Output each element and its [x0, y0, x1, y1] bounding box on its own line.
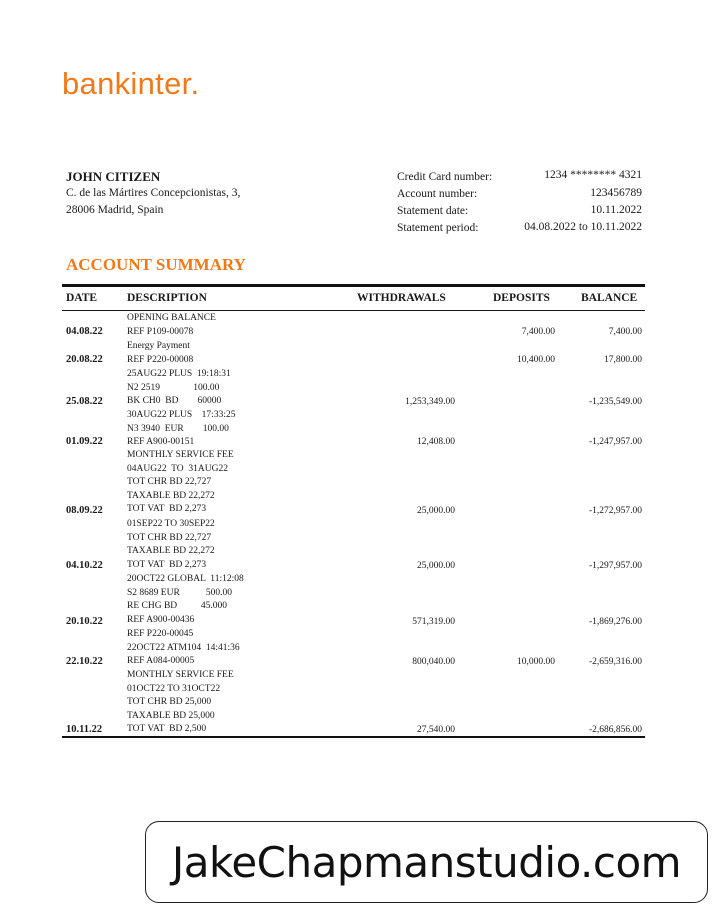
statement-date-label: Statement date:	[397, 205, 469, 217]
row-date: 20.08.22	[66, 354, 103, 365]
row-date: 10.11.22	[66, 724, 103, 735]
header-withdrawals: WITHDRAWALS	[357, 292, 446, 304]
row-description-line: N2 2519 100.00	[127, 382, 220, 393]
row-withdrawal: 25,000.00	[417, 561, 455, 571]
credit-card-value: 1234 ******** 4321	[544, 169, 642, 181]
row-withdrawal: 1,253,349.00	[405, 397, 455, 407]
customer-name: JOHN CITIZEN	[66, 169, 161, 184]
row-description-line: N3 3940 EUR 100.00	[127, 423, 229, 434]
row-description-line: OPENING BALANCE	[127, 313, 216, 323]
row-balance: -1,235,549.00	[588, 397, 642, 407]
row-deposit: 10,400.00	[517, 355, 555, 365]
row-description-line: TAXABLE BD 22,272	[127, 490, 215, 501]
row-description-line: MONTHLY SERVICE FEE	[127, 670, 234, 680]
row-description-line: REF A084-00005	[127, 656, 195, 667]
account-number-value: 123456789	[590, 187, 642, 199]
row-balance: -1,247,957.00	[588, 437, 642, 447]
row-description-line: 01OCT22 TO 31OCT22	[127, 683, 221, 694]
row-description-line: Energy Payment	[127, 341, 190, 351]
row-withdrawal: 571,319.00	[412, 617, 455, 627]
bank-logo: bankinter.	[62, 66, 200, 101]
row-withdrawal: 12,408.00	[417, 437, 455, 447]
row-description-line: TOT VAT BD 2,273	[127, 504, 207, 515]
statement-date-value: 10.11.2022	[590, 204, 642, 216]
row-description-line: RE CHG BD 45.000	[127, 601, 228, 612]
row-description-line: TAXABLE BD 25,000	[127, 710, 215, 721]
row-description-line: BK CH0 BD 60000	[127, 396, 222, 407]
row-balance: -1,297,957.00	[588, 561, 642, 571]
row-withdrawal: 27,540.00	[417, 725, 455, 735]
row-description-line: 20OCT22 GLOBAL 11:12:08	[127, 574, 244, 584]
row-balance: 17,800.00	[604, 355, 642, 365]
row-description-line: TOT CHR BD 22,727	[127, 477, 212, 488]
row-date: 04.08.22	[66, 326, 103, 337]
row-date: 01.09.22	[66, 436, 103, 447]
table-top-rule	[62, 284, 645, 287]
row-description-line: 25AUG22 PLUS 19:18:31	[127, 369, 231, 379]
row-date: 08.09.22	[66, 505, 103, 516]
header-date: DATE	[66, 292, 98, 304]
row-date: 04.10.22	[66, 560, 103, 571]
row-date: 22.10.22	[66, 656, 103, 667]
row-description-line: TAXABLE BD 22,272	[127, 546, 215, 557]
row-description-line: REF A900-00436	[127, 614, 195, 625]
table-header-rule	[62, 310, 645, 311]
row-balance: 7,400.00	[608, 327, 642, 337]
row-description-line: TOT CHR BD 22,727	[127, 532, 212, 543]
row-description-line: 04AUG22 TO 31AUG22	[127, 463, 228, 474]
row-description-line: TOT VAT BD 2,500	[127, 724, 207, 735]
row-description-line: 01SEP22 TO 30SEP22	[127, 519, 215, 529]
row-description-line: TOT VAT BD 2,273	[127, 559, 207, 570]
statement-period-label: Statement period:	[397, 222, 479, 234]
row-date: 20.10.22	[66, 616, 103, 627]
row-withdrawal: 25,000.00	[417, 506, 455, 516]
credit-card-label: Credit Card number:	[397, 171, 493, 183]
row-date: 25.08.22	[66, 396, 103, 407]
watermark-text: JakeChapmanstudio.com	[171, 837, 682, 887]
statement-period-value: 04.08.2022 to 10.11.2022	[524, 221, 642, 233]
row-balance: -2,659,316.00	[588, 657, 642, 667]
row-balance: -2,686,856.00	[588, 725, 642, 735]
row-balance: -1,272,957.00	[588, 506, 642, 516]
row-description-line: 30AUG22 PLUS 17:33:25	[127, 410, 236, 420]
row-description-line: REF P220-00045	[127, 629, 194, 639]
account-number-label: Account number:	[397, 188, 478, 200]
row-description-line: REF A900-00151	[127, 437, 195, 448]
header-balance: BALANCE	[581, 292, 638, 304]
customer-address-line2: 28006 Madrid, Spain	[66, 204, 164, 216]
customer-address-line1: C. de las Mártires Concepcionistas, 3,	[66, 187, 241, 199]
row-withdrawal: 800,040.00	[412, 657, 455, 667]
watermark-banner	[145, 821, 708, 903]
row-description-line: REF P109-00078	[127, 326, 194, 337]
header-description: DESCRIPTION	[127, 292, 207, 304]
header-deposits: DEPOSITS	[493, 292, 550, 304]
row-description-line: 22OCT22 ATM104 14:41:36	[127, 642, 240, 653]
row-description-line: TOT CHR BD 25,000	[127, 697, 212, 708]
row-description-line: MONTHLY SERVICE FEE	[127, 450, 234, 460]
row-description-line: REF P220-00008	[127, 354, 194, 365]
account-summary-title: ACCOUNT SUMMARY	[66, 255, 246, 274]
row-deposit: 10,000.00	[517, 657, 555, 667]
table-bottom-rule	[62, 736, 645, 738]
row-balance: -1,869,276.00	[588, 617, 642, 627]
row-deposit: 7,400.00	[521, 327, 555, 337]
row-description-line: S2 8689 EUR 500.00	[127, 587, 233, 598]
